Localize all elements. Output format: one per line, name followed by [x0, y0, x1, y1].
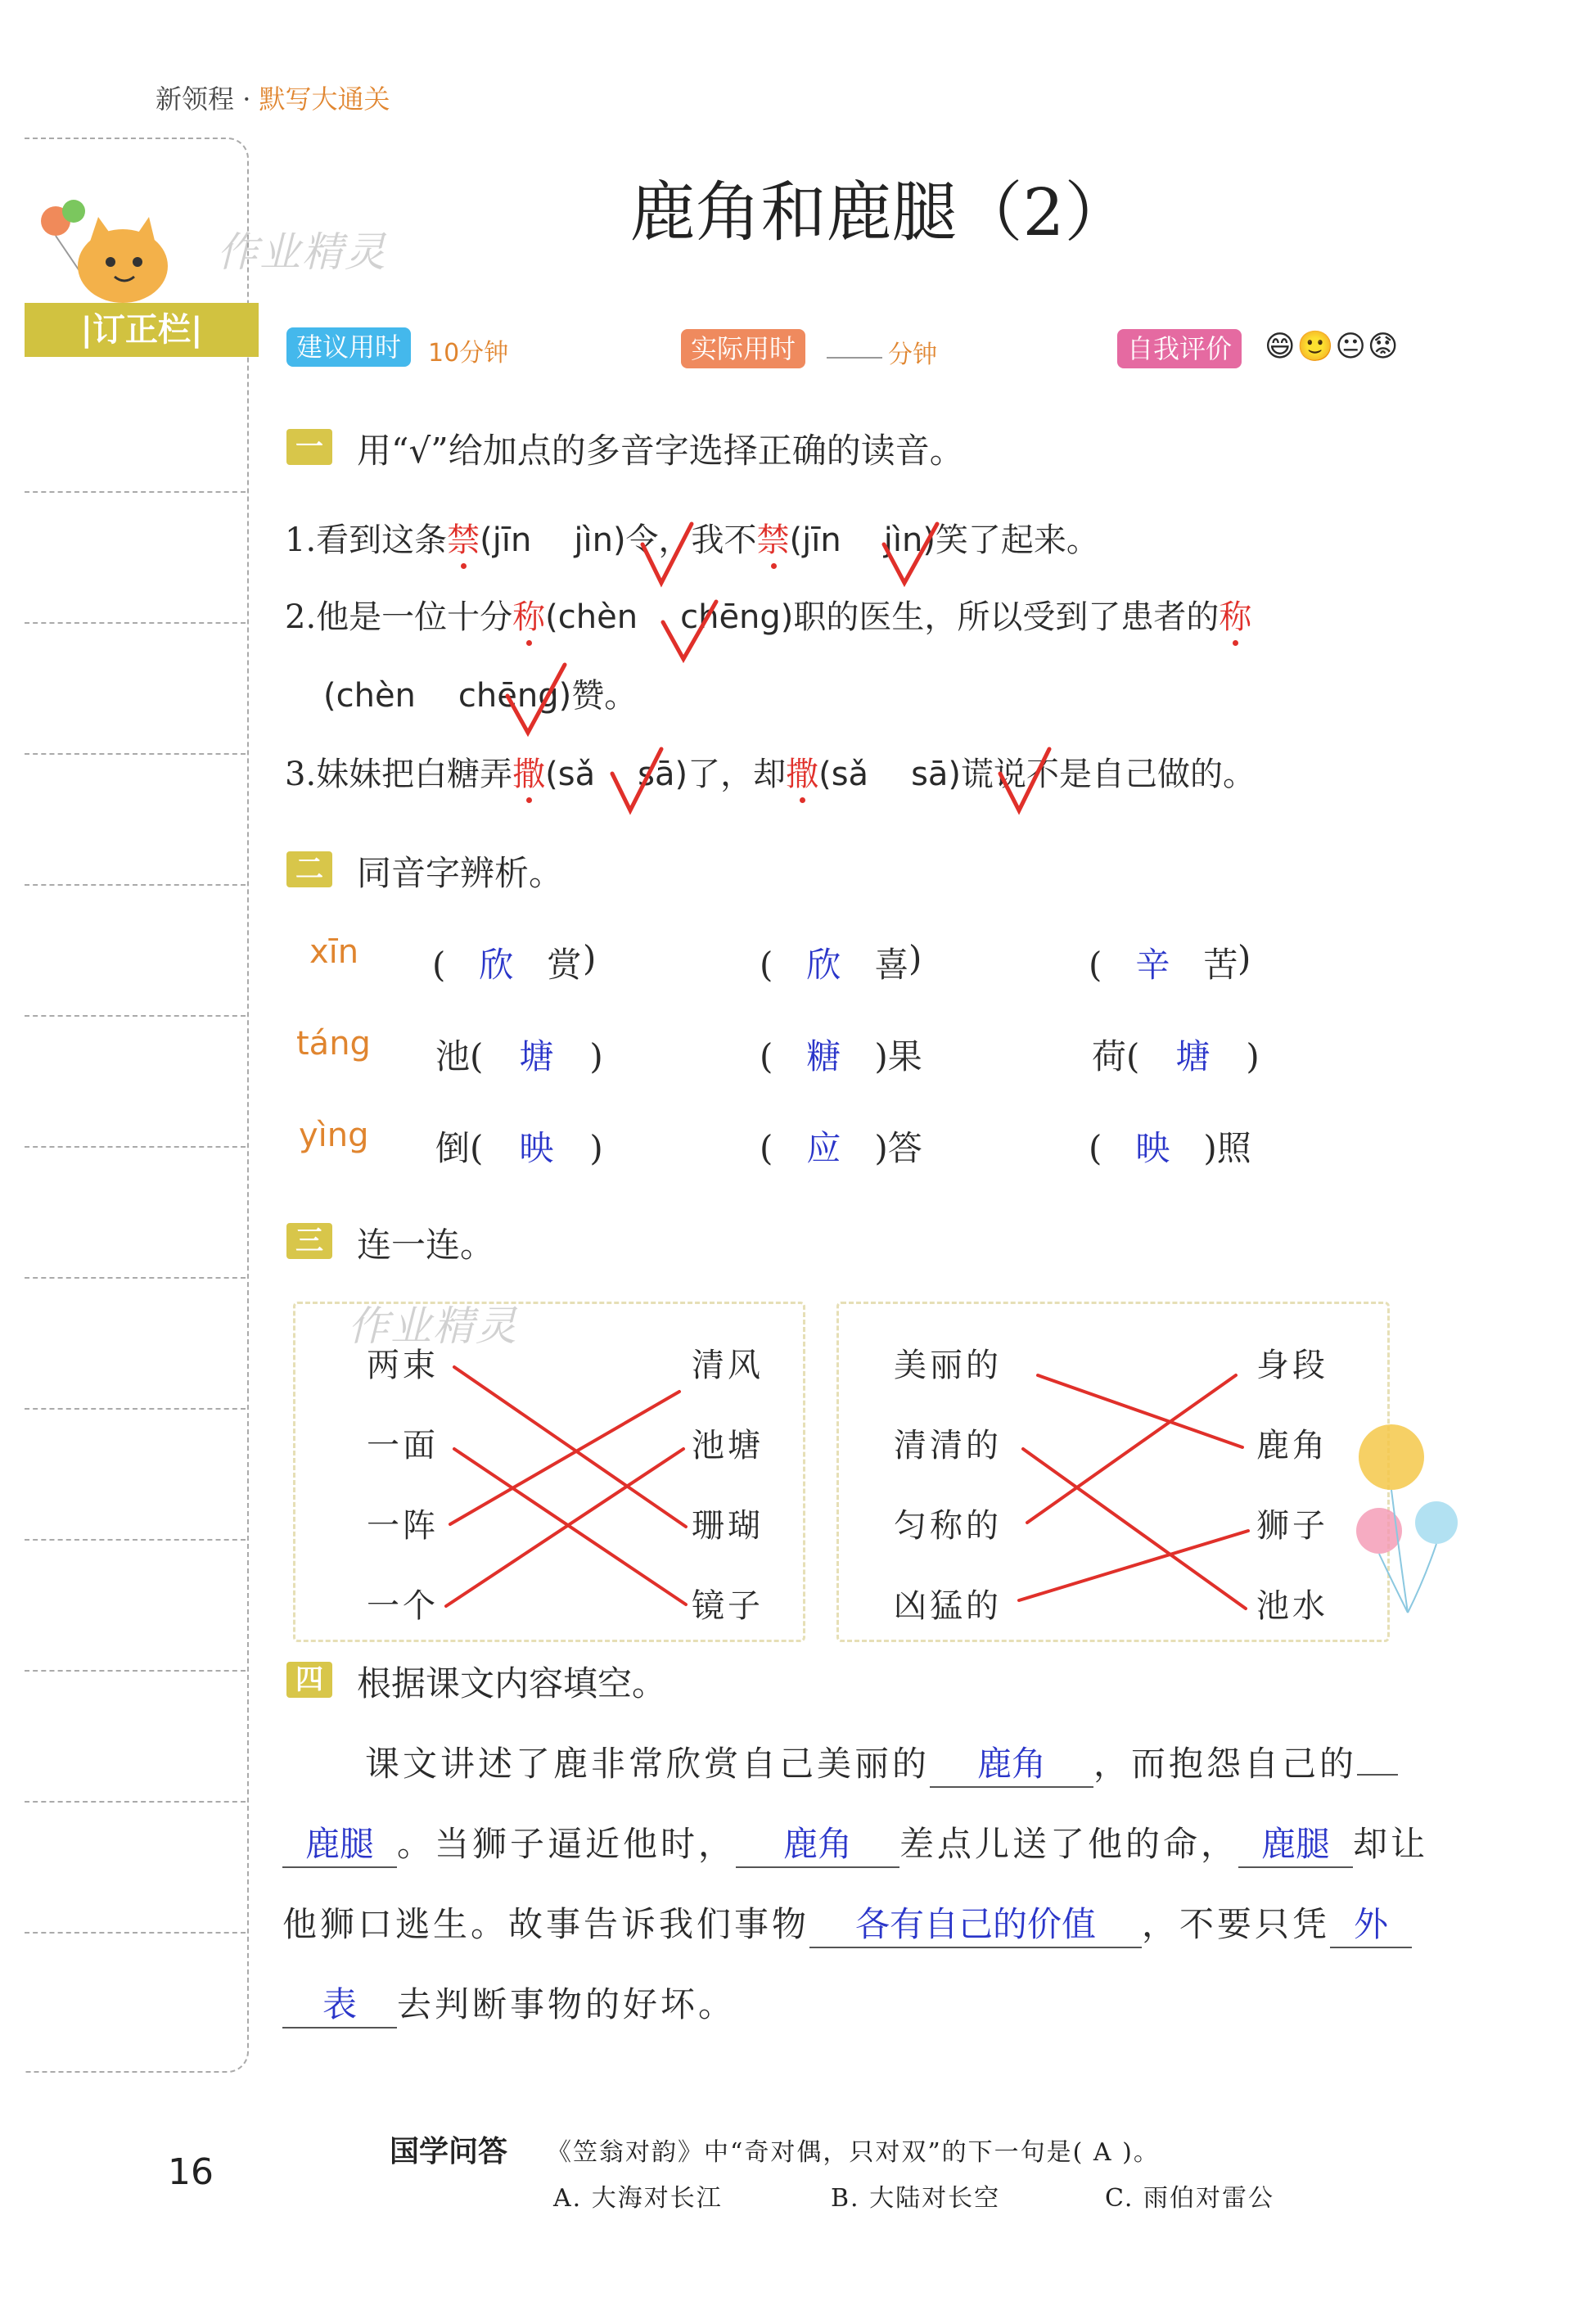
correction-label: |订正栏|	[25, 303, 259, 357]
section1-number: 一	[286, 429, 332, 465]
guoxue-label: 国学问答	[390, 2135, 508, 2168]
fill-cell: 池( 塘 )	[435, 1036, 603, 1076]
face-happy-icon: 😄	[1265, 330, 1297, 363]
section2-title: 同音字辨析。	[357, 853, 564, 893]
match-left-target: 珊瑚	[692, 1507, 764, 1545]
rparen: )	[583, 938, 597, 978]
rparen: )	[908, 938, 922, 978]
match-right-word: 凶猛的	[894, 1587, 1002, 1625]
section2-number: 二	[286, 851, 332, 887]
match-left-target: 清风	[692, 1347, 764, 1384]
match-right-word: 匀称的	[894, 1507, 1002, 1545]
match-line	[446, 1449, 683, 1606]
self-eval-label: 自我评价	[1117, 329, 1242, 368]
fill-cell: 倒( 映 )	[435, 1128, 603, 1168]
section1-q1: 1.看到这条禁(jīn jìn)令，我不禁(jīn jìn)笑了起来。	[285, 521, 1099, 559]
match-line	[1027, 1375, 1236, 1523]
rparen: )	[1238, 938, 1251, 978]
page-number: 16	[168, 2151, 214, 2193]
fill-cell: 荷( 塘 )	[1092, 1036, 1260, 1076]
series-name: 新领程 · 默写大通关	[156, 83, 390, 115]
match-left-word: 一面	[367, 1427, 439, 1464]
blank-answer: 鹿腿	[282, 1817, 397, 1868]
blank-answer: 鹿角	[736, 1817, 899, 1868]
match-right-target: 池水	[1256, 1587, 1328, 1625]
section4-number: 四	[286, 1662, 332, 1698]
face-sad-icon: 😟	[1367, 330, 1400, 363]
balloons-icon	[1342, 1408, 1473, 1637]
pinyin-tang: táng	[296, 1025, 371, 1063]
fill-paragraph-line2: 鹿腿 。当狮子逼近他时， 鹿角 差点儿送了他的命， 鹿腿 却让	[282, 1817, 1428, 1868]
fill-cell: ( 应 )答	[760, 1128, 922, 1168]
match-left-word: 一阵	[367, 1507, 439, 1545]
actual-time-unit: 分钟	[888, 341, 937, 369]
fill-paragraph-line1: 课文讲述了鹿非常欣赏自己美丽的 鹿角 ，而抱怨自己的	[365, 1737, 1398, 1788]
pinyin-ying: yìng	[299, 1117, 369, 1154]
watermark-top: 作业精灵	[217, 228, 387, 276]
actual-time-label: 实际用时	[681, 329, 805, 368]
match-left-target: 镜子	[692, 1587, 764, 1625]
suggested-time-label: 建议用时	[286, 327, 411, 367]
fill-cell: ( 映 )照	[1089, 1128, 1251, 1168]
match-line	[450, 1392, 679, 1524]
match-right-target: 鹿角	[1256, 1427, 1328, 1464]
match-right-word: 美丽的	[894, 1347, 1002, 1384]
fill-cell: ( 辛 苦	[1089, 945, 1238, 985]
watermark-mid: 作业精灵	[348, 1302, 518, 1350]
guoxue-option-a: A. 大海对长江	[553, 2184, 723, 2213]
face-neutral-icon: 😐	[1335, 330, 1368, 363]
match-left-word: 两束	[367, 1347, 439, 1384]
series-main: 新领程	[156, 83, 235, 115]
blank-answer: 表	[282, 1978, 397, 2028]
fill-paragraph-line4: 表 去判断事物的好坏。	[282, 1978, 736, 2028]
fill-cell: ( 欣 赏	[432, 945, 582, 985]
section1-title: 用“√”给加点的多音字选择正确的读音。	[357, 431, 964, 471]
fill-paragraph-line3: 他狮口逃生。故事告诉我们事物 各有自己的价值 ，不要只凭 外	[282, 1898, 1412, 1948]
match-line	[1023, 1449, 1246, 1609]
fill-cell: ( 糖 )果	[760, 1036, 922, 1076]
section1-q2: 2.他是一位十分称(chèn chēng)职的医生，所以受到了患者的称	[285, 598, 1252, 636]
suggested-time-value: 10分钟	[428, 339, 509, 368]
blank-answer	[1357, 1774, 1398, 1776]
section3-title: 连一连。	[357, 1225, 495, 1265]
match-left-target: 池塘	[692, 1427, 764, 1464]
match-line	[1038, 1375, 1242, 1447]
blank-answer: 鹿腿	[1238, 1817, 1353, 1868]
page-title: 鹿角和鹿腿（2）	[629, 174, 1130, 250]
match-right-word: 清清的	[894, 1427, 1002, 1464]
match-right-target: 身段	[1256, 1347, 1328, 1384]
guoxue-option-b: B. 大陆对长空	[831, 2184, 1001, 2213]
face-smile-icon: 🙂	[1296, 330, 1336, 363]
guoxue-question: 《笠翁对韵》中“奇对偶，只对双”的下一句是( A )。	[547, 2138, 1160, 2167]
series-sub: 默写大通关	[259, 83, 390, 115]
match-line	[1019, 1531, 1248, 1600]
fill-cell: ( 欣 喜	[760, 945, 909, 985]
section4-title: 根据课文内容填空。	[357, 1663, 667, 1704]
blank-answer: 各有自己的价值	[809, 1898, 1142, 1948]
pinyin-xin: xīn	[309, 933, 359, 971]
section1-q2-cont: (chèn chēng)赞。	[323, 677, 638, 715]
match-left-word: 一个	[367, 1587, 439, 1625]
guoxue-option-c: C. 雨伯对雷公	[1105, 2184, 1274, 2213]
match-right-target: 狮子	[1256, 1507, 1328, 1545]
blank-answer: 鹿角	[930, 1737, 1093, 1788]
section1-q3: 3.妹妹把白糖弄撒(sǎ sā)了，却撒(sǎ sā)谎说不是自己做的。	[285, 756, 1256, 793]
section3-number: 三	[286, 1223, 332, 1259]
blank-answer: 外	[1330, 1898, 1412, 1948]
